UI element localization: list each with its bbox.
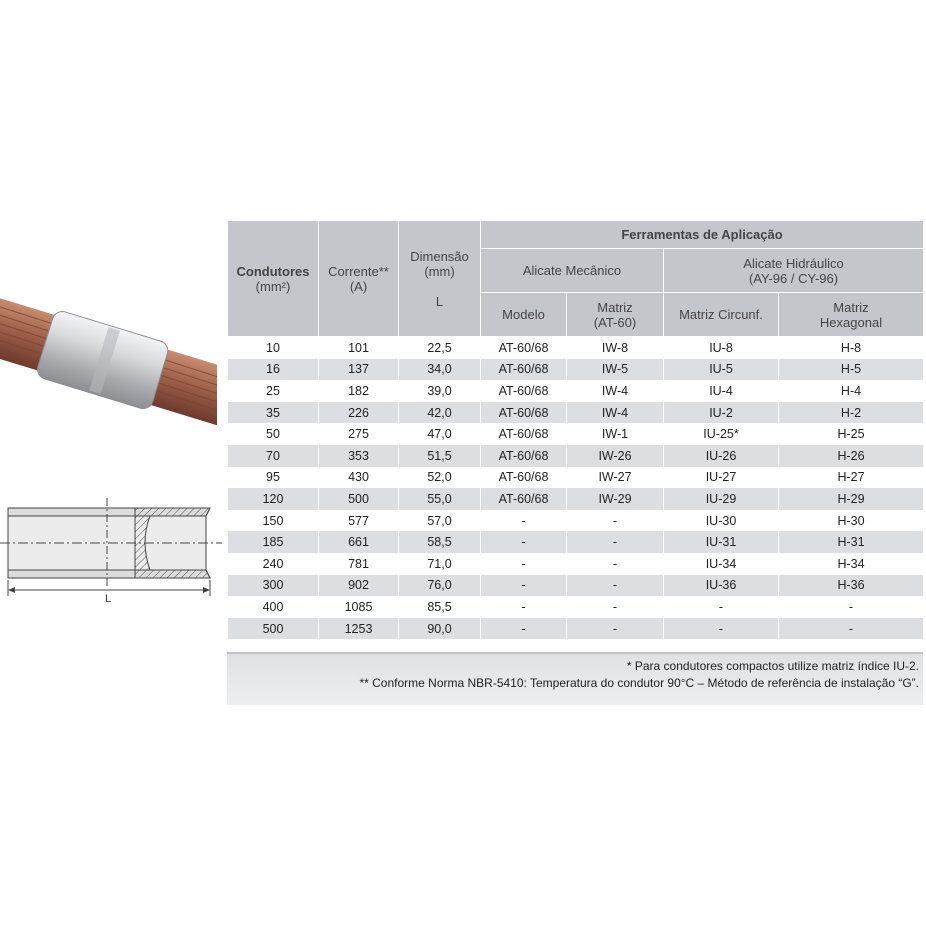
dimension-label: Dimensão (410, 248, 469, 264)
dimension-sub-label: L (435, 293, 444, 309)
table-cell: - (779, 618, 924, 640)
conductors-unit: (mm²) (255, 278, 291, 294)
table-cell: 500 (319, 488, 399, 510)
current-label: Corrente** (328, 263, 389, 279)
table-cell: - (567, 575, 664, 597)
table-cell: - (567, 553, 664, 575)
table-cell: 58,5 (399, 531, 481, 553)
hydraulic-tool-models: (AY-96 / CY-96) (748, 270, 839, 286)
table-cell: AT-60/68 (481, 423, 567, 445)
table-cell: 51,5 (399, 445, 481, 467)
table-cell: H-4 (779, 380, 924, 402)
table-row (228, 531, 924, 553)
table-cell: 1085 (319, 596, 399, 618)
table-cell: 275 (319, 423, 399, 445)
table-cell: 577 (319, 510, 399, 532)
table-cell: 240 (228, 553, 319, 575)
die-header (567, 293, 664, 337)
table-cell: IW-1 (567, 423, 664, 445)
table-row (228, 337, 924, 359)
table-cell: - (664, 618, 779, 640)
table-cell: - (664, 596, 779, 618)
table-cell: AT-60/68 (481, 402, 567, 424)
table-cell: IU-8 (664, 337, 779, 359)
table-cell: H-27 (779, 467, 924, 489)
tools-group-header: Ferramentas de Aplicação (481, 221, 924, 249)
table-cell: - (481, 596, 567, 618)
table-row (228, 445, 924, 467)
table-cell: IU-31 (664, 531, 779, 553)
table-cell: H-36 (779, 575, 924, 597)
table-cell: IU-29 (664, 488, 779, 510)
table-cell: H-31 (779, 531, 924, 553)
table-cell: 10 (228, 337, 319, 359)
footnotes (227, 652, 923, 705)
table-cell: IU-27 (664, 467, 779, 489)
table-cell: 34,0 (399, 359, 481, 381)
table-cell: 185 (228, 531, 319, 553)
table-cell: AT-60/68 (481, 337, 567, 359)
specification-table-panel (227, 220, 923, 639)
sleeve-cross-section-drawing (0, 490, 222, 605)
table-cell: H-2 (779, 402, 924, 424)
table-cell: IW-5 (567, 359, 664, 381)
table-cell: 47,0 (399, 423, 481, 445)
table-cell: IU-5 (664, 359, 779, 381)
footnote-compact-conductors: * Para condutores compactos utilize matriz índice IU-2. (626, 659, 919, 673)
table-cell: 182 (319, 380, 399, 402)
table-cell: H-29 (779, 488, 924, 510)
table-cell: - (481, 531, 567, 553)
table-cell: 22,5 (399, 337, 481, 359)
table-cell: IU-34 (664, 553, 779, 575)
table-cell: 16 (228, 359, 319, 381)
hydraulic-tool-header (664, 249, 924, 293)
table-cell: H-25 (779, 423, 924, 445)
table-cell: 55,0 (399, 488, 481, 510)
table-cell: 42,0 (399, 402, 481, 424)
col-current (319, 221, 399, 337)
table-cell: IW-27 (567, 467, 664, 489)
table-cell: H-34 (779, 553, 924, 575)
table-cell: IW-29 (567, 488, 664, 510)
table-cell: H-8 (779, 337, 924, 359)
table-cell: - (779, 596, 924, 618)
table-cell: 50 (228, 423, 319, 445)
table-cell: 661 (319, 531, 399, 553)
table-cell: 76,0 (399, 575, 481, 597)
hydraulic-tool-label: Alicate Hidráulico (743, 255, 844, 271)
table-cell: - (481, 553, 567, 575)
table-cell: 902 (319, 575, 399, 597)
table-cell: 781 (319, 553, 399, 575)
table-cell: 500 (228, 618, 319, 640)
table-cell: 71,0 (399, 553, 481, 575)
specification-table (227, 220, 924, 639)
table-row (228, 423, 924, 445)
cable-splice-photo (0, 285, 217, 455)
table-row (228, 402, 924, 424)
table-cell: 137 (319, 359, 399, 381)
table-cell: - (567, 618, 664, 640)
dimension-l-label: L (105, 593, 112, 605)
die-label: Matriz (597, 299, 633, 315)
table-cell: AT-60/68 (481, 359, 567, 381)
table-cell: IW-8 (567, 337, 664, 359)
table-cell: 353 (319, 445, 399, 467)
table-cell: IW-4 (567, 402, 664, 424)
footnote-nbr-5410: ** Conforme Norma NBR-5410: Temperatura do condutor 90°C – Método de referência de instalação “G”. (359, 676, 919, 690)
table-row (228, 380, 924, 402)
table-row (228, 510, 924, 532)
specification-table-body (228, 337, 924, 640)
conductors-label: Condutores (236, 263, 310, 279)
table-cell: 430 (319, 467, 399, 489)
table-cell: 35 (228, 402, 319, 424)
current-unit: (A) (349, 278, 368, 294)
table-cell: 400 (228, 596, 319, 618)
table-row (228, 359, 924, 381)
table-cell: H-30 (779, 510, 924, 532)
table-cell: AT-60/68 (481, 380, 567, 402)
table-cell: 101 (319, 337, 399, 359)
table-row (228, 596, 924, 618)
table-cell: IU-26 (664, 445, 779, 467)
table-cell: - (481, 618, 567, 640)
table-cell: IU-2 (664, 402, 779, 424)
table-cell: 52,0 (399, 467, 481, 489)
table-row (228, 467, 924, 489)
table-cell: 150 (228, 510, 319, 532)
table-cell: H-5 (779, 359, 924, 381)
table-cell: H-26 (779, 445, 924, 467)
dimension-unit: (mm) (424, 263, 455, 279)
table-row (228, 488, 924, 510)
table-cell: AT-60/68 (481, 488, 567, 510)
hex-die-label: Matriz (833, 299, 869, 315)
table-cell: 70 (228, 445, 319, 467)
table-cell: IU-4 (664, 380, 779, 402)
table-cell: AT-60/68 (481, 445, 567, 467)
table-cell: IW-26 (567, 445, 664, 467)
table-cell: IU-30 (664, 510, 779, 532)
table-cell: 300 (228, 575, 319, 597)
circumferential-die-header: Matriz Circunf. (664, 293, 779, 337)
table-cell: 39,0 (399, 380, 481, 402)
hexagonal-die-header (779, 293, 924, 337)
table-cell: - (567, 510, 664, 532)
table-cell: 90,0 (399, 618, 481, 640)
col-dimension (399, 221, 481, 337)
table-cell: 120 (228, 488, 319, 510)
model-header: Modelo (481, 293, 567, 337)
die-model: (AT-60) (593, 314, 637, 330)
hex-die-type: Hexagonal (819, 314, 883, 330)
table-cell: AT-60/68 (481, 467, 567, 489)
table-cell: 85,5 (399, 596, 481, 618)
table-cell: 25 (228, 380, 319, 402)
table-cell: - (481, 510, 567, 532)
table-cell: IW-4 (567, 380, 664, 402)
table-cell: 226 (319, 402, 399, 424)
table-row (228, 618, 924, 640)
table-cell: 95 (228, 467, 319, 489)
table-row (228, 553, 924, 575)
table-cell: IU-36 (664, 575, 779, 597)
table-cell: IU-25* (664, 423, 779, 445)
table-cell: 57,0 (399, 510, 481, 532)
table-cell: - (481, 575, 567, 597)
table-cell: - (567, 531, 664, 553)
table-cell: 1253 (319, 618, 399, 640)
col-conductors (228, 221, 319, 337)
mechanical-tool-header: Alicate Mecânico (481, 249, 664, 293)
table-cell: - (567, 596, 664, 618)
table-row (228, 575, 924, 597)
